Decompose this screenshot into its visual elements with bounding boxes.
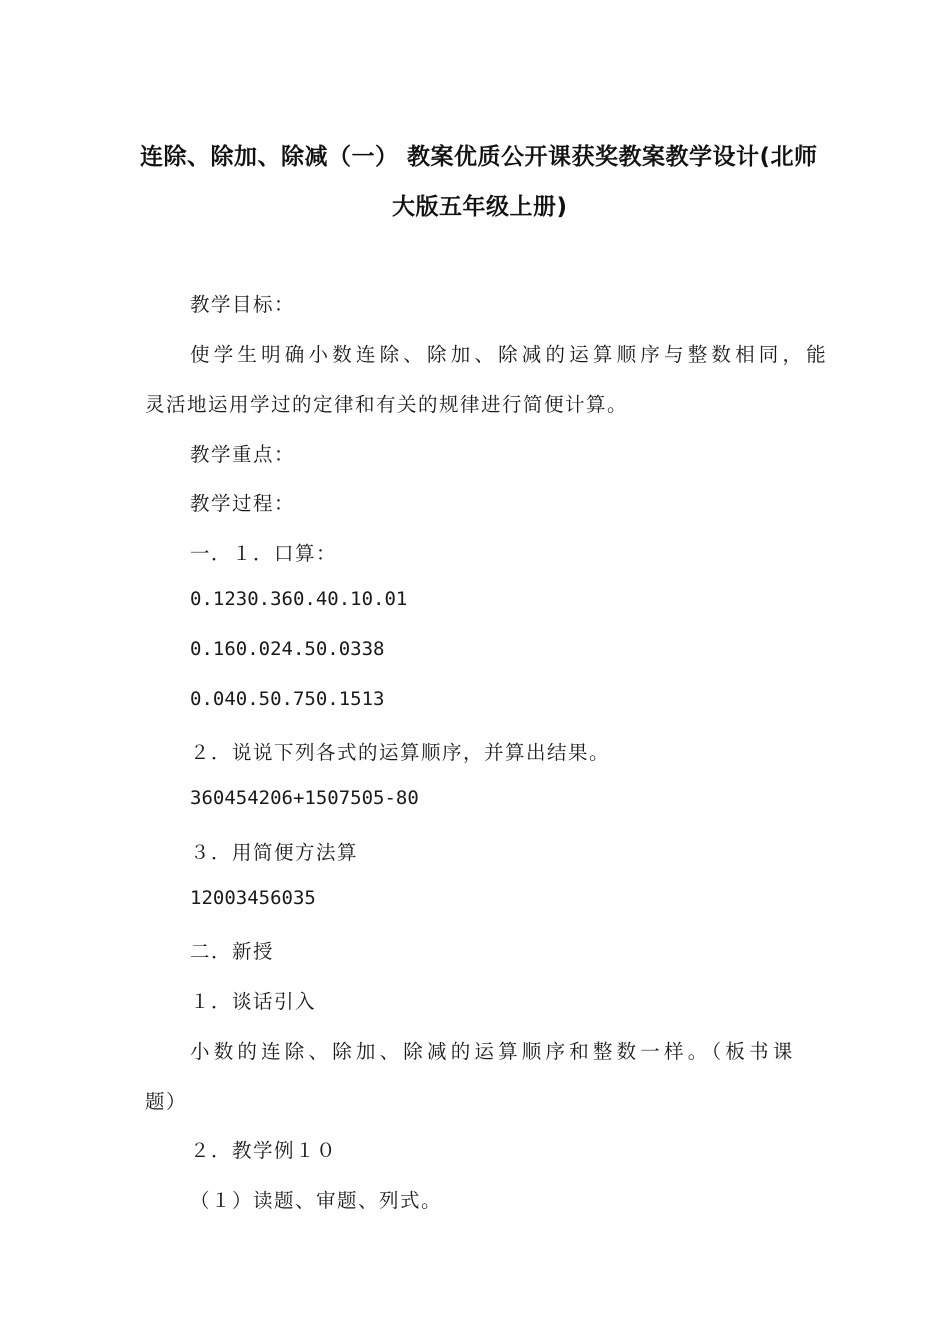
paragraph-introduction-line-2: 题）	[145, 1090, 188, 1113]
oral-calc-row-2: 0.160.024.50.0338	[190, 638, 385, 660]
paragraph-objectives-line-1: 使学生明确小数连除、除加、除减的运算顺序与整数相同，能	[190, 343, 830, 366]
section-heading-new-lesson: 二．新授	[190, 940, 275, 963]
step-example-10: ２．教学例１０	[190, 1139, 338, 1162]
step-simplified-calc: ３．用简便方法算	[190, 841, 359, 864]
simplified-calc-row: 12003456035	[190, 887, 316, 909]
section-heading-key-points: 教学重点：	[190, 443, 296, 466]
paragraph-introduction-line-1: 小数的连除、除加、除减的运算顺序和整数一样。（板书课	[190, 1040, 797, 1063]
step-introduction: １．谈话引入	[190, 990, 317, 1013]
document-title-line-1: 连除、除加、除减（一） 教案优质公开课获奖教案教学设计(北师	[140, 144, 818, 170]
step-explain-order: ２．说说下列各式的运算顺序，并算出结果。	[190, 741, 611, 764]
sub-step-read-question: （１）读题、审题、列式。	[190, 1189, 443, 1212]
expression-row: 360454206+1507505-80	[190, 787, 419, 809]
paragraph-objectives-line-2: 灵活地运用学过的定律和有关的规律进行简便计算。	[145, 393, 629, 416]
section-heading-objectives: 教学目标：	[190, 293, 296, 316]
oral-calc-row-1: 0.1230.360.40.10.01	[190, 588, 408, 610]
document-title-line-2: 大版五年级上册)	[392, 194, 568, 220]
oral-calc-row-3: 0.040.50.750.1513	[190, 688, 385, 710]
step-oral-calculation: 一．１．口算：	[190, 542, 338, 565]
section-heading-process: 教学过程：	[190, 492, 296, 515]
